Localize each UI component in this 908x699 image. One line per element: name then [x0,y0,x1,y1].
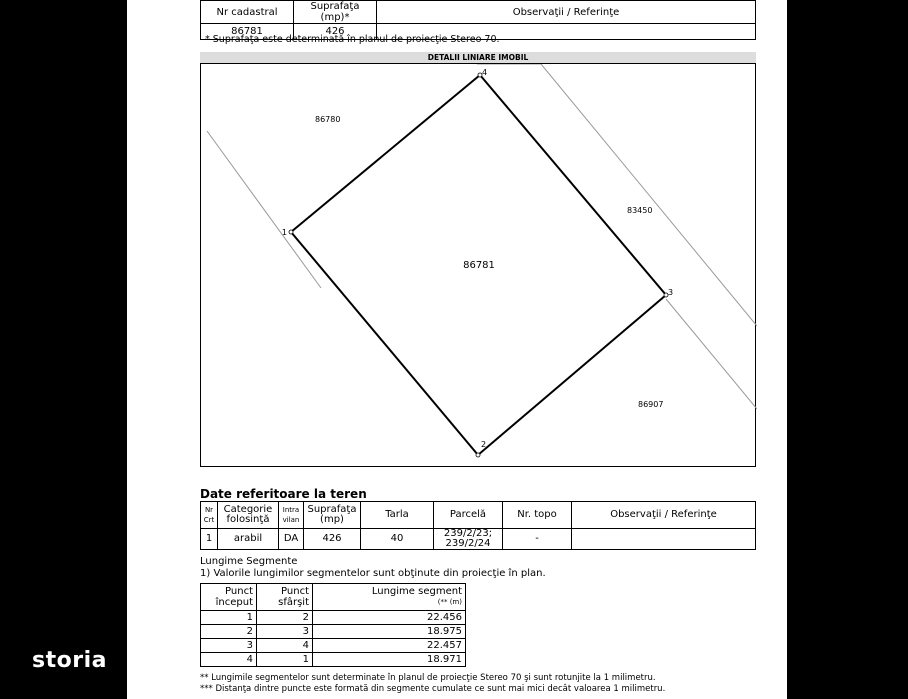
footnote-segments: ** Lungimile segmentelor sunt determinate în planul de proiecţie Stereo 70 şi sunt rotunjite la 1 milimetru. [200,673,656,683]
teren-header: Nr. topo [503,502,572,529]
point-label-3: 3 [668,288,674,297]
teren-cell: 40 [361,529,434,550]
segment-length: 22.456 [313,611,466,625]
teren-cell: - [503,529,572,550]
neighbor-boundary-line [666,299,757,409]
teren-section-title: Date referitoare la teren [200,487,367,501]
parcel-label: 86781 [463,260,495,271]
table-row [201,639,466,653]
teren-header: Suprafaţa (mp) [304,502,361,529]
teren-header: Parcelă [434,502,503,529]
segment-end: 4 [257,639,313,653]
point-label-2: 2 [481,440,487,449]
point-marker [289,230,293,234]
header-suprafata: Suprafaţa (mp)* [294,1,377,24]
value-suprafata: 426 [294,24,377,40]
segments-header-length-unit: (** (m) [437,598,462,606]
teren-cell: 1 [201,529,218,550]
segments-title: Lungime Segmente [200,556,298,567]
segment-length: 18.975 [313,625,466,639]
neighbor-label: 83450 [627,206,653,215]
segment-start: 4 [201,653,257,667]
segments-header-length [313,584,466,611]
segments-header-length-label: Lungime segment [371,586,462,597]
value-nr-cadastral: 86781 [201,24,294,40]
teren-header: Tarla [361,502,434,529]
parcel-plan-drawing [201,64,757,468]
segments-header-start: Punct început [201,584,257,611]
teren-header: Nr Crt [201,502,218,529]
segment-start: 1 [201,611,257,625]
footnote-distance: *** Distanţa dintre puncte este formată din segmente cumulate ce sunt mai mici decât valoarea 1 milimetru. [200,684,666,694]
plan-title: DETALII LINIARE IMOBIL [200,52,756,63]
neighbor-label: 86907 [638,400,664,409]
teren-cell: DA [279,529,304,550]
teren-cell: 426 [304,529,361,550]
header-observatii: Observaţii / Referinţe [377,1,756,24]
teren-header: Categorie folosinţă [218,502,279,529]
point-label-4: 4 [482,68,488,77]
segment-length: 18.971 [313,653,466,667]
table-row [201,611,466,625]
segments-note: 1) Valorile lungimilor segmentelor sunt obţinute din proiecţie în plan. [200,568,546,579]
table-row [201,653,466,667]
neighbor-boundary-line [207,131,321,288]
segment-end: 2 [257,611,313,625]
parcel-plan [200,63,756,467]
neighbor-label: 86780 [315,115,341,124]
surface-note: * Suprafaţa este determinată în planul de proiecţie Stereo 70. [205,34,500,45]
teren-table [200,501,756,550]
teren-cell: arabil [218,529,279,550]
point-marker [476,453,480,457]
segment-end: 1 [257,653,313,667]
teren-cell: 239/2/23; 239/2/24 [434,529,503,550]
neighbor-boundary-line [541,64,757,326]
table-row [201,625,466,639]
document-page [127,0,787,699]
segment-start: 3 [201,639,257,653]
point-label-1: 1 [281,228,287,237]
header-nr-cadastral: Nr cadastral [201,1,294,24]
segment-start: 2 [201,625,257,639]
segments-table [200,583,466,667]
teren-header: Observaţii / Referinţe [572,502,756,529]
segments-header-end: Punct sfârşit [257,584,313,611]
segment-length: 22.457 [313,639,466,653]
storia-logo: storia [32,648,107,673]
teren-cell [572,529,756,550]
teren-header: Intra vilan [279,502,304,529]
segment-end: 3 [257,625,313,639]
